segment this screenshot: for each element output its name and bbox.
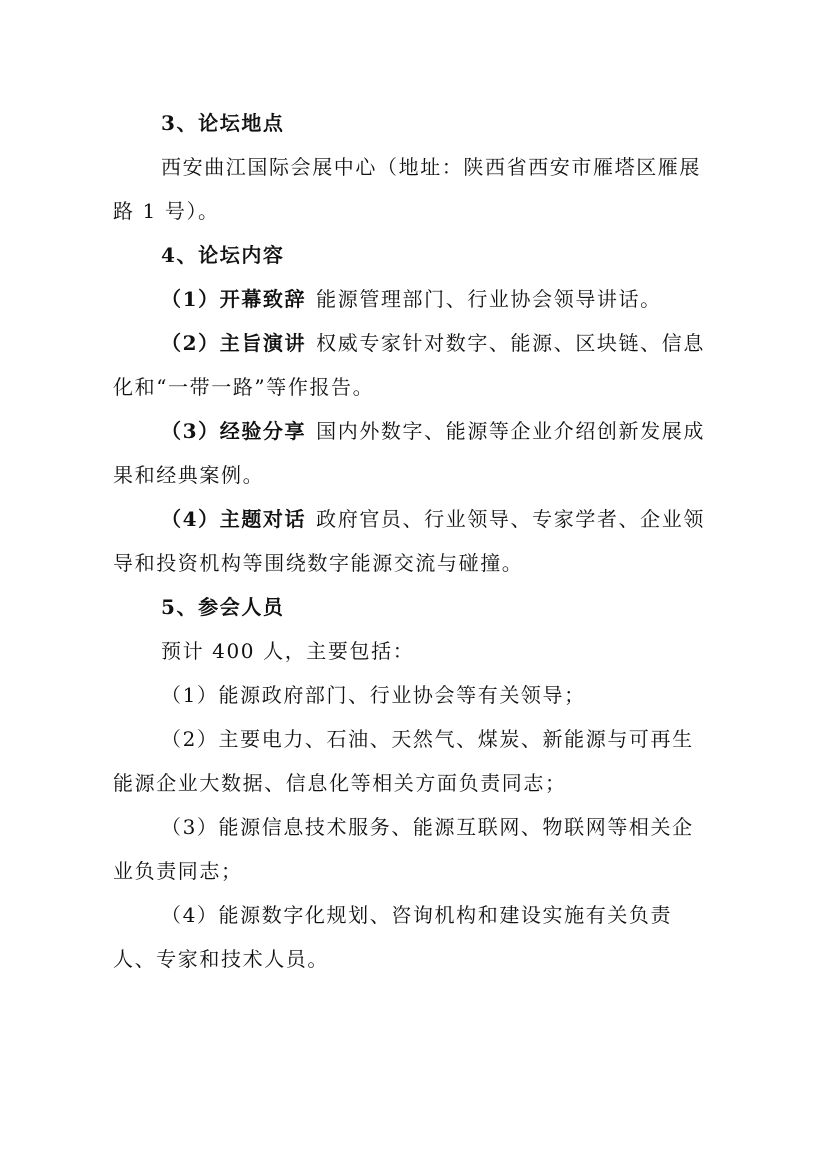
attendee-item: （1）能源政府部门、行业协会等有关领导； bbox=[161, 683, 586, 707]
content-item-label: （1）开幕致辞 bbox=[161, 287, 307, 311]
content-item-keynote bbox=[113, 321, 715, 409]
content-item-text: 国内外数字、能源等企业介绍创新发展成果和经典案例。 bbox=[113, 419, 705, 487]
forum-location-text: 西安曲江国际会展中心（地址：陕西省西安市雁塔区雁展路 1 号）。 bbox=[113, 155, 701, 223]
content-item-opening bbox=[113, 277, 715, 321]
content-item-label: （4）主题对话 bbox=[161, 507, 307, 531]
content-item-label: （2）主旨演讲 bbox=[161, 331, 307, 355]
attendees-intro: 预计 400 人，主要包括： bbox=[161, 639, 415, 663]
section-heading-location: 3、论坛地点 bbox=[161, 111, 285, 135]
content-item-label: （3）经验分享 bbox=[161, 419, 307, 443]
section-heading-attendees: 5、参会人员 bbox=[161, 595, 285, 619]
content-item-experience bbox=[113, 409, 715, 497]
section-heading-content: 4、论坛内容 bbox=[161, 243, 285, 267]
document-page bbox=[113, 101, 715, 981]
attendee-item: （3）能源信息技术服务、能源互联网、物联网等相关企业负责同志； bbox=[113, 815, 694, 883]
content-item-dialogue bbox=[113, 497, 715, 585]
content-item-text: 权威专家针对数字、能源、区块链、信息化和“一带一路”等作报告。 bbox=[113, 331, 705, 399]
attendee-item: （2）主要电力、石油、天然气、煤炭、新能源与可再生能源企业大数据、信息化等相关方面负责同志； bbox=[113, 727, 694, 795]
attendee-item: （4）能源数字化规划、咨询机构和建设实施有关负责人、专家和技术人员。 bbox=[113, 903, 673, 971]
content-item-text: 政府官员、行业领导、专家学者、企业领导和投资机构等围绕数字能源交流与碰撞。 bbox=[113, 507, 705, 575]
content-item-text: 能源管理部门、行业协会领导讲话。 bbox=[316, 287, 662, 311]
